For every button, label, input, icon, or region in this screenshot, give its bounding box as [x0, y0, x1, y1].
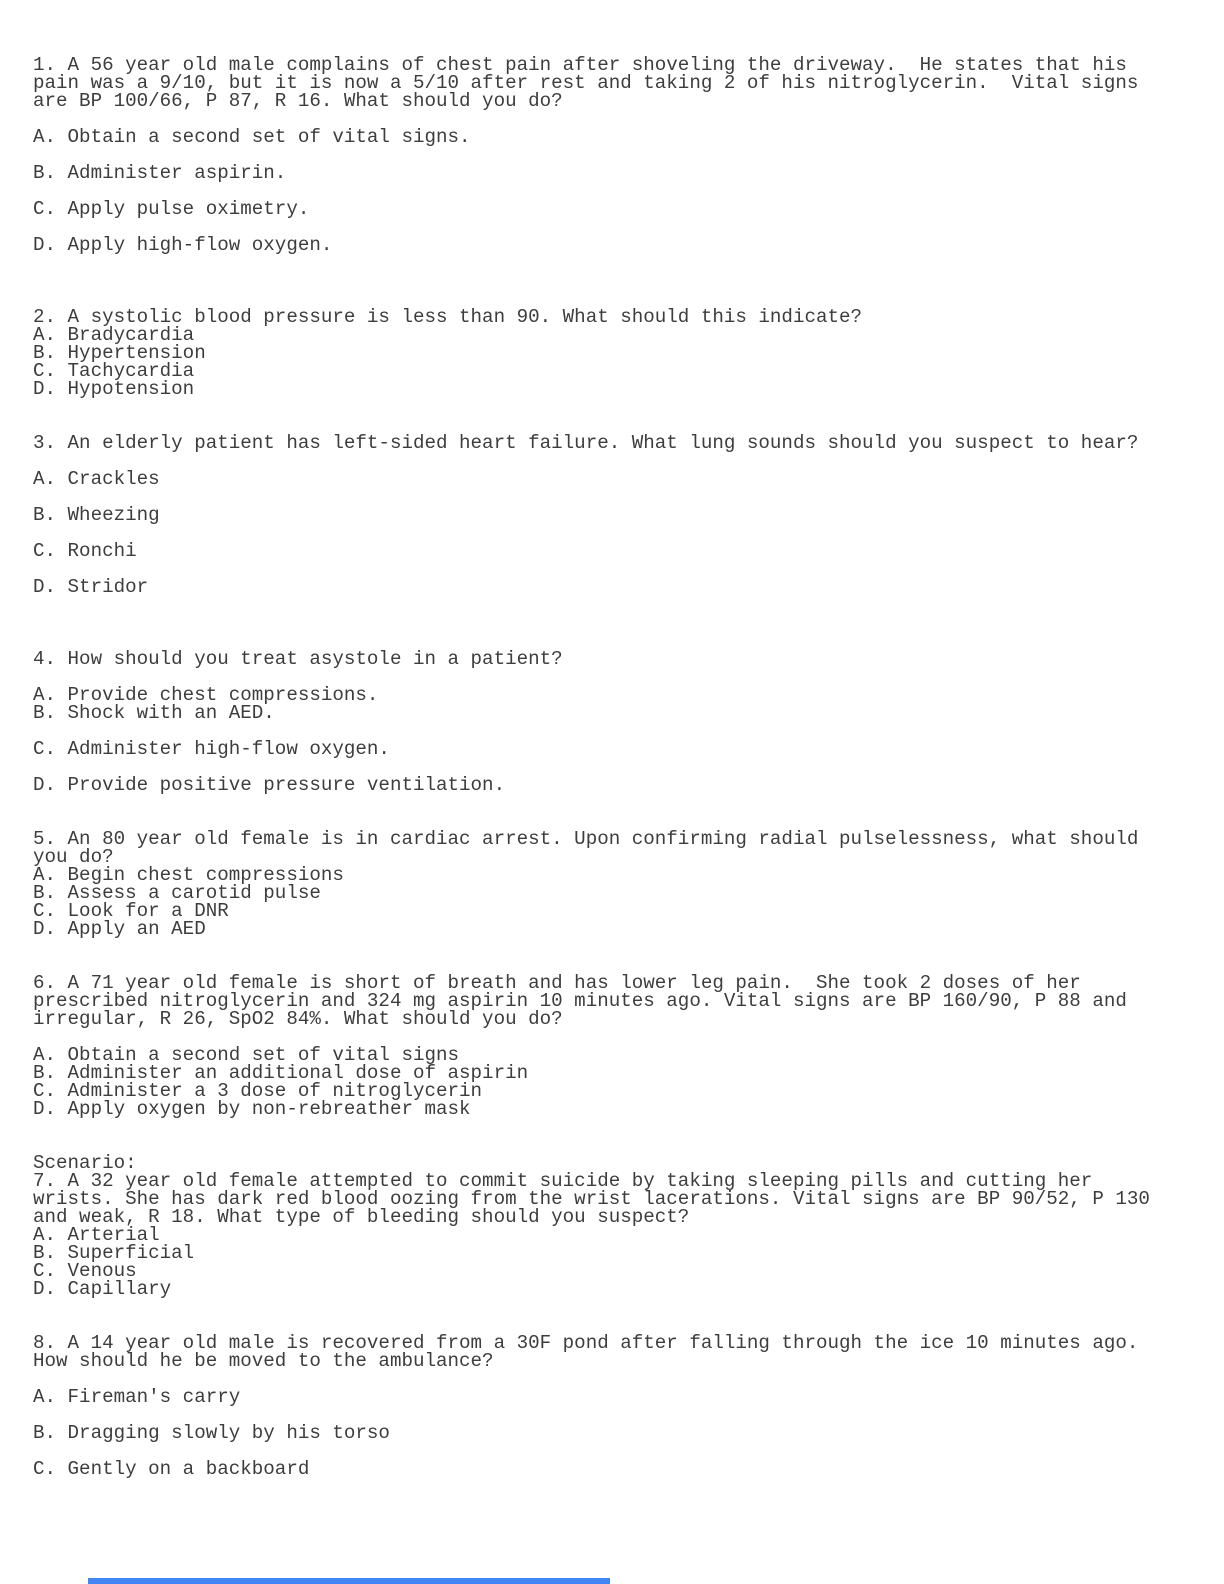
- horizontal-scrollbar-thumb[interactable]: [88, 1578, 610, 1584]
- text-line: D. Capillary: [33, 1278, 172, 1300]
- text-line: B. Wheezing: [33, 504, 160, 526]
- text-line: C. Apply pulse oximetry.: [33, 198, 310, 220]
- text-line: Scenario:: [33, 1152, 137, 1174]
- text-line: B. Shock with an AED.: [33, 702, 275, 724]
- document-content: [33, 56, 1204, 1478]
- question-3: [33, 434, 1204, 596]
- question-8: [33, 1334, 1204, 1478]
- text-line: C. Administer a 3 dose of nitroglycerin: [33, 1080, 483, 1102]
- text-line: C. Administer high-flow oxygen.: [33, 738, 390, 760]
- text-line: B. Dragging slowly by his torso: [33, 1422, 390, 1444]
- text-line: A. Obtain a second set of vital signs: [33, 1044, 460, 1066]
- text-line: B. Administer aspirin.: [33, 162, 287, 184]
- text-line: 2. A systolic blood pressure is less than 90. What should this indicate?: [33, 306, 863, 328]
- text-line: 5. An 80 year old female is in cardiac arrest. Upon confirming radial pulselessness, what should: [33, 828, 1139, 850]
- question-1: [33, 56, 1204, 254]
- text-line: A. Fireman's carry: [33, 1386, 241, 1408]
- text-line: 4. How should you treat asystole in a patient?: [33, 648, 563, 670]
- text-line: D. Apply oxygen by non-rebreather mask: [33, 1098, 471, 1120]
- text-line: irregular, R 26, SpO2 84%. What should you do?: [33, 1008, 563, 1030]
- question-7-scenario: [33, 1154, 1204, 1298]
- text-line: D. Apply high-flow oxygen.: [33, 234, 333, 256]
- text-line: A. Crackles: [33, 468, 160, 490]
- question-6: [33, 974, 1204, 1118]
- text-line: How should he be moved to the ambulance?: [33, 1350, 494, 1372]
- text-line: C. Look for a DNR: [33, 900, 229, 922]
- question-5: [33, 830, 1204, 938]
- text-line: you do?: [33, 846, 114, 868]
- text-line: [33, 524, 1204, 542]
- text-line: [33, 452, 1204, 470]
- text-line: D. Hypotension: [33, 378, 195, 400]
- text-line: are BP 100/66, P 87, R 16. What should you do?: [33, 90, 563, 112]
- text-line: 3. An elderly patient has left-sided heart failure. What lung sounds should you suspect to hear?: [33, 432, 1139, 454]
- question-4: [33, 650, 1204, 794]
- text-line: C. Tachycardia: [33, 360, 195, 382]
- text-line: pain was a 9/10, but it is now a 5/10 after rest and taking 2 of his nitroglycerin. Vital signs: [33, 72, 1139, 94]
- question-2: [33, 308, 1204, 398]
- text-line: C. Ronchi: [33, 540, 137, 562]
- text-line: A. Provide chest compressions.: [33, 684, 379, 706]
- text-line: C. Gently on a backboard: [33, 1458, 310, 1480]
- text-line: D. Stridor: [33, 576, 149, 598]
- text-line: A. Arterial: [33, 1224, 160, 1246]
- text-line: B. Administer an additional dose of aspirin: [33, 1062, 529, 1084]
- text-line: and weak, R 18. What type of bleeding should you suspect?: [33, 1206, 690, 1228]
- text-line: A. Begin chest compressions: [33, 864, 344, 886]
- text-line: A. Obtain a second set of vital signs.: [33, 126, 471, 148]
- text-line: D. Provide positive pressure ventilation.: [33, 774, 506, 796]
- text-line: prescribed nitroglycerin and 324 mg aspirin 10 minutes ago. Vital signs are BP 160/90, P 88 and: [33, 990, 1127, 1012]
- text-line: 8. A 14 year old male is recovered from a 30F pond after falling through the ice 10 minutes ago.: [33, 1332, 1139, 1354]
- text-line: A. Bradycardia: [33, 324, 195, 346]
- text-line: [33, 560, 1204, 578]
- text-line: wrists. She has dark red blood oozing from the wrist lacerations. Vital signs are BP 90/52, P 130: [33, 1188, 1150, 1210]
- text-line: B. Superficial: [33, 1242, 195, 1264]
- text-line: B. Hypertension: [33, 342, 206, 364]
- text-line: D. Apply an AED: [33, 918, 206, 940]
- text-line: 6. A 71 year old female is short of breath and has lower leg pain. She took 2 doses of her: [33, 972, 1081, 994]
- text-line: [33, 488, 1204, 506]
- text-line: 1. A 56 year old male complains of chest pain after shoveling the driveway. He states that his: [33, 54, 1127, 76]
- text-line: B. Assess a carotid pulse: [33, 882, 321, 904]
- text-line: 7. A 32 year old female attempted to commit suicide by taking sleeping pills and cutting her: [33, 1170, 1093, 1192]
- text-line: C. Venous: [33, 1260, 137, 1282]
